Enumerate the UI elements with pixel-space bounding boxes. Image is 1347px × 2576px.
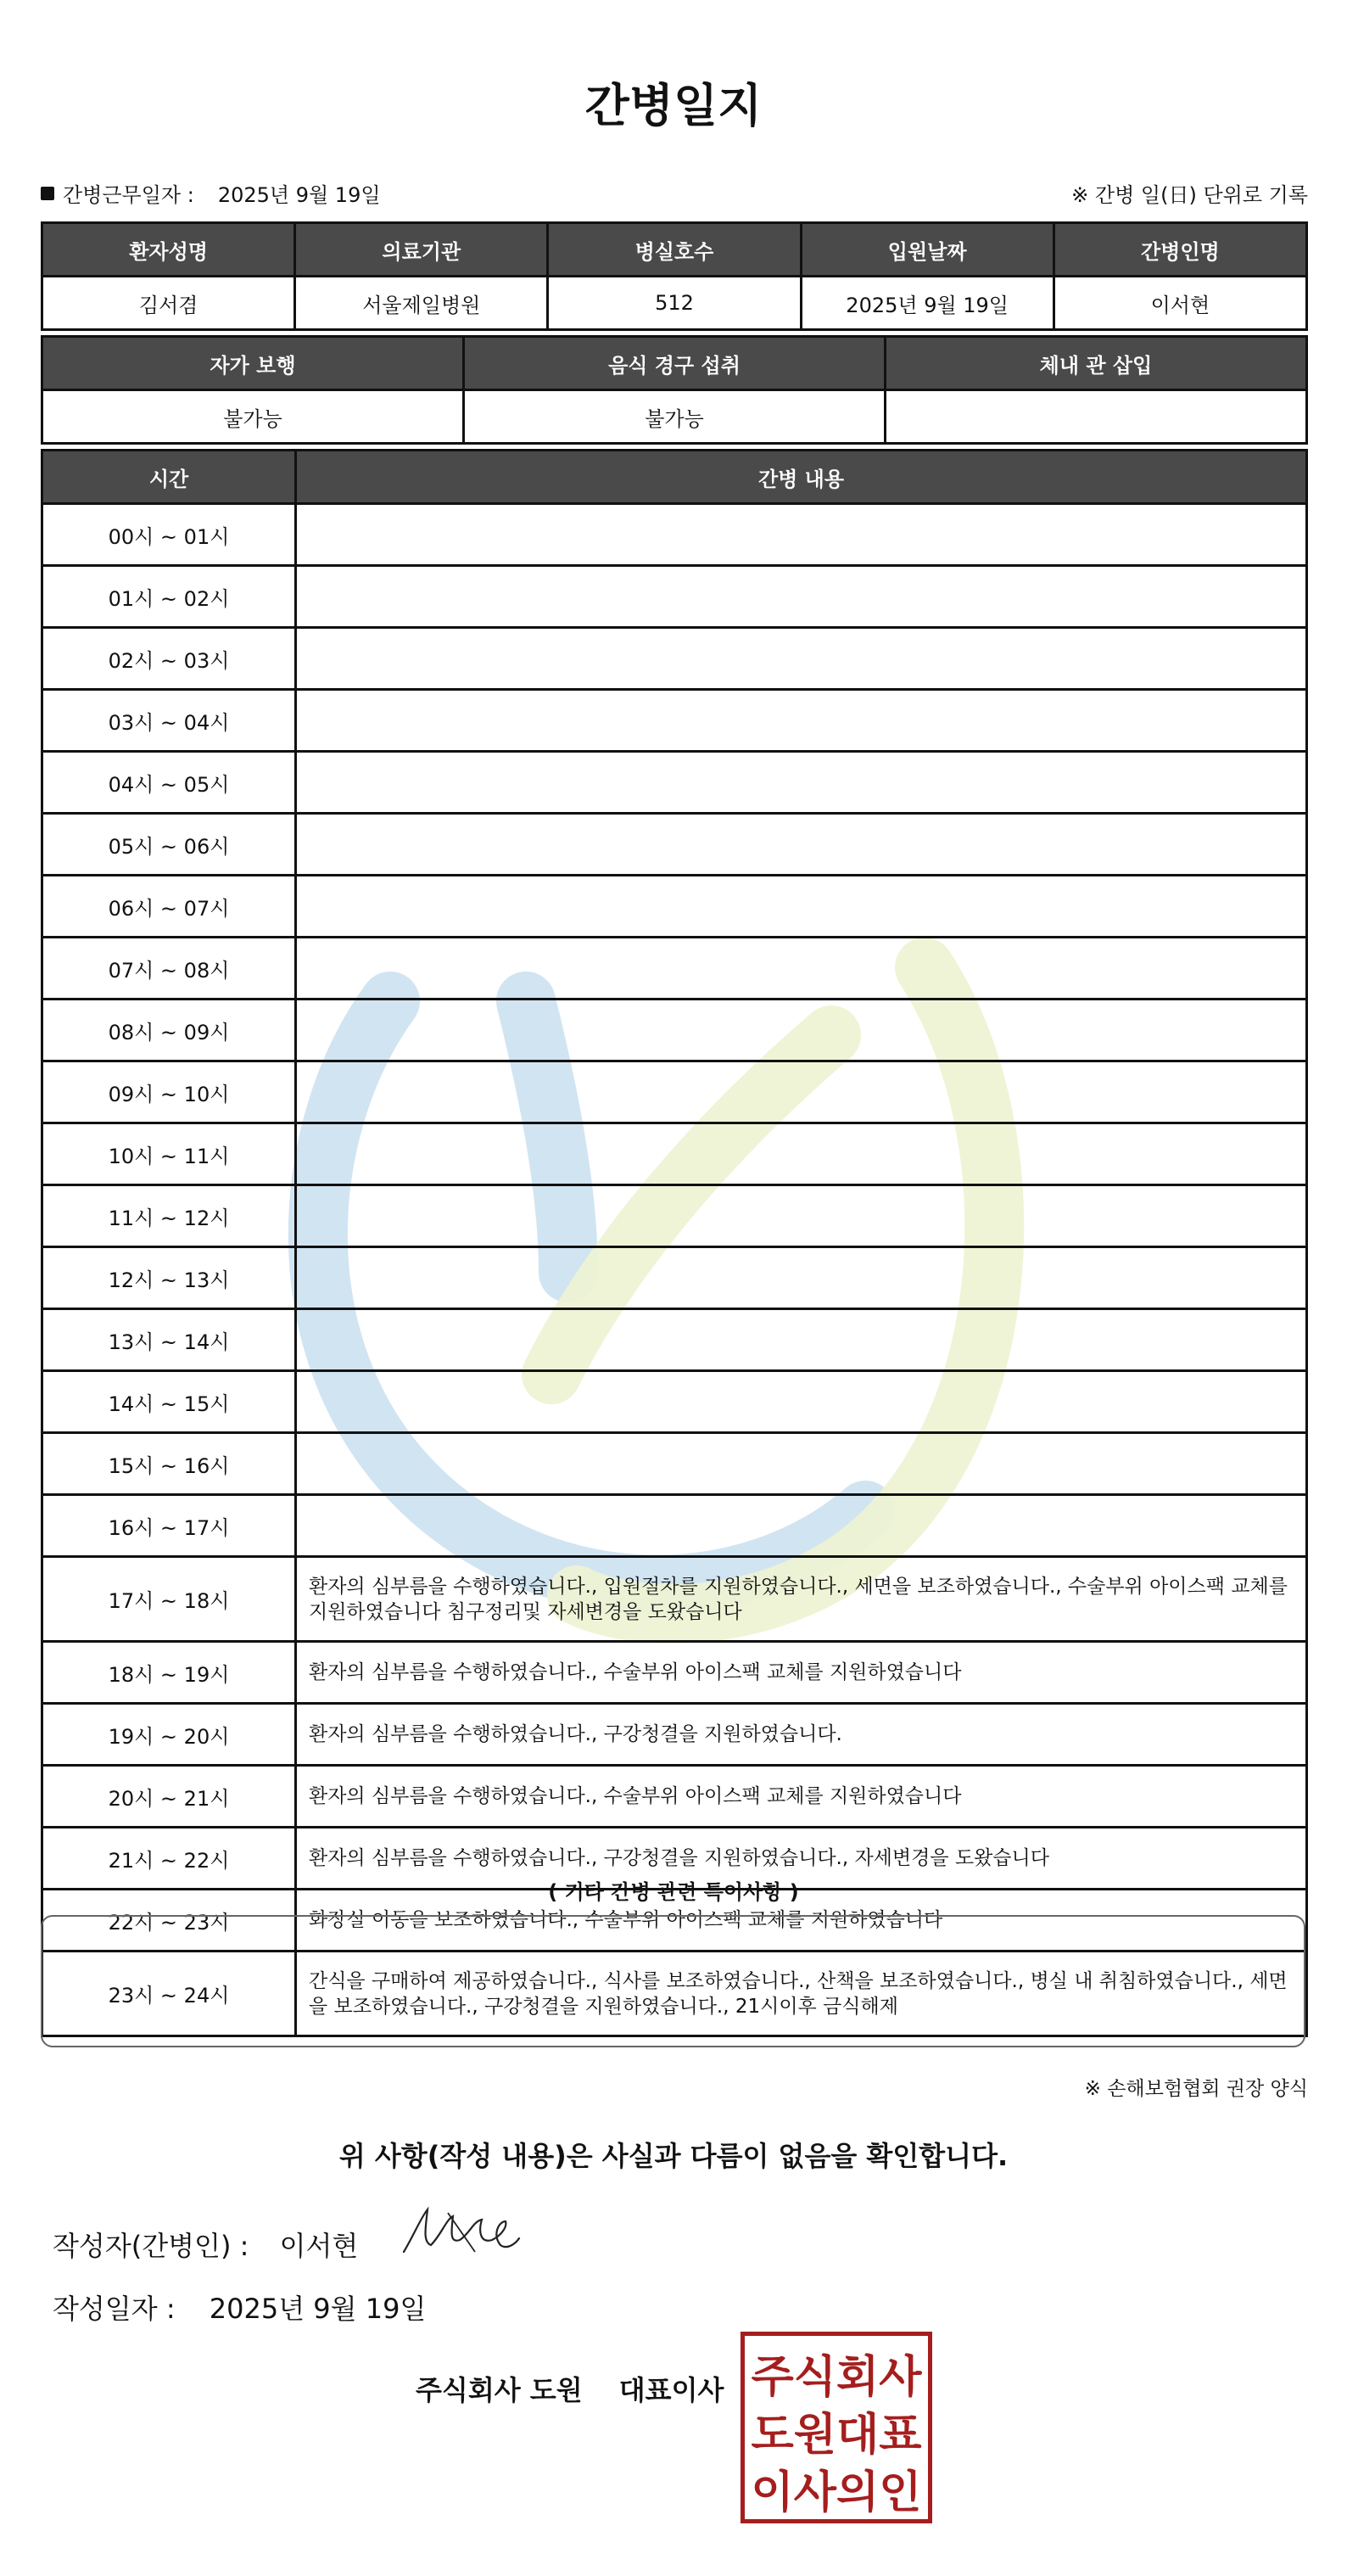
care-content [296, 1495, 1307, 1557]
write-date-label: 작성일자 : [53, 2293, 176, 2325]
table-row [42, 1371, 1307, 1433]
time-slot: 14시 ~ 15시 [42, 1371, 296, 1433]
care-content [296, 1433, 1307, 1495]
table-row [42, 1557, 1307, 1642]
write-date-line [53, 2288, 426, 2327]
header-tube-insertion: 체내 관 삽입 [886, 337, 1307, 390]
header-care-content: 간병 내용 [296, 451, 1307, 504]
patient-info-table [41, 221, 1308, 331]
hospital-name: 서울제일병원 [295, 277, 548, 330]
care-content [296, 1309, 1307, 1371]
care-content [296, 628, 1307, 690]
time-slot: 13시 ~ 14시 [42, 1309, 296, 1371]
care-content: 환자의 심부름을 수행하였습니다., 구강청결을 지원하였습니다. [296, 1704, 1307, 1766]
header-room: 병실호수 [548, 223, 801, 277]
care-content [296, 1185, 1307, 1247]
care-content: 간식을 구매하여 제공하였습니다., 식사를 보조하였습니다., 산책을 보조하였습니다., 병실 내 취침하였습니다., 세면을 보조하였습니다., 구강청결을 지원하였습니다., 21시이후 금식해제 [296, 1952, 1307, 2036]
time-slot: 15시 ~ 16시 [42, 1433, 296, 1495]
table-row [42, 1309, 1307, 1371]
room-number: 512 [548, 277, 801, 330]
time-slot: 22시 ~ 23시 [42, 1890, 296, 1952]
care-log-table [41, 449, 1308, 2037]
table-row [42, 504, 1307, 566]
care-content [296, 504, 1307, 566]
writer-label: 작성자(간병인) : [53, 2230, 249, 2262]
care-content [296, 938, 1307, 1000]
admission-date: 2025년 9월 19일 [801, 277, 1054, 330]
care-content: 환자의 심부름을 수행하였습니다., 구강청결을 지원하였습니다., 자세변경을 도왔습니다 [296, 1828, 1307, 1890]
time-slot: 04시 ~ 05시 [42, 752, 296, 814]
time-slot: 01시 ~ 02시 [42, 566, 296, 628]
time-slot: 18시 ~ 19시 [42, 1642, 296, 1704]
time-slot: 21시 ~ 22시 [42, 1828, 296, 1890]
time-slot: 05시 ~ 06시 [42, 814, 296, 876]
time-slot: 17시 ~ 18시 [42, 1557, 296, 1642]
header-hospital: 의료기관 [295, 223, 548, 277]
table-row [42, 690, 1307, 752]
signature [397, 2201, 524, 2260]
header-oral-intake: 음식 경구 섭취 [464, 337, 886, 390]
record-note: ※ 간병 일(日) 단위로 기록 [1071, 183, 1308, 207]
tube-insertion-value [886, 390, 1307, 444]
table-row [42, 876, 1307, 938]
time-slot: 07시 ~ 08시 [42, 938, 296, 1000]
other-notes-title: ( 기타 간병 관련 특이사항 ) [548, 1880, 799, 1904]
caregiver-name: 이서현 [1054, 277, 1306, 330]
work-date-value: 2025년 9월 19일 [217, 183, 381, 207]
other-notes-box [41, 1915, 1305, 2047]
header-self-walking: 자가 보행 [42, 337, 464, 390]
care-content [296, 1061, 1307, 1123]
time-slot: 08시 ~ 09시 [42, 1000, 296, 1061]
page-title: 간병일지 [584, 79, 763, 132]
writer-line [53, 2225, 358, 2264]
svg-text:이사의인: 이사의인 [751, 2467, 922, 2518]
self-walking-value: 불가능 [42, 390, 464, 444]
time-slot: 23시 ~ 24시 [42, 1952, 296, 2036]
care-content [296, 752, 1307, 814]
time-slot: 16시 ~ 17시 [42, 1495, 296, 1557]
header-admission-date: 입원날짜 [801, 223, 1054, 277]
recommend-note: ※ 손해보험협회 권장 양식 [1084, 2078, 1308, 2100]
table-row [42, 1061, 1307, 1123]
care-content: 화장실 이동을 보조하였습니다., 수술부위 아이스팩 교체를 지원하였습니다 [296, 1890, 1307, 1952]
company-seal [741, 2332, 932, 2523]
care-content [296, 814, 1307, 876]
table-row [42, 628, 1307, 690]
company-name: 주식회사 도원 [416, 2374, 583, 2406]
table-row [42, 1495, 1307, 1557]
care-content [296, 876, 1307, 938]
time-slot: 02시 ~ 03시 [42, 628, 296, 690]
care-content [296, 566, 1307, 628]
time-slot: 19시 ~ 20시 [42, 1704, 296, 1766]
table-row [42, 1185, 1307, 1247]
table-row [42, 566, 1307, 628]
table-row [42, 1766, 1307, 1828]
care-content [296, 1371, 1307, 1433]
table-row [42, 1642, 1307, 1704]
time-slot: 06시 ~ 07시 [42, 876, 296, 938]
time-slot: 20시 ~ 21시 [42, 1766, 296, 1828]
table-row [42, 1247, 1307, 1309]
time-slot: 00시 ~ 01시 [42, 504, 296, 566]
time-slot: 12시 ~ 13시 [42, 1247, 296, 1309]
header-time: 시간 [42, 451, 296, 504]
care-content [296, 1247, 1307, 1309]
care-content: 환자의 심부름을 수행하였습니다., 수술부위 아이스팩 교체를 지원하였습니다 [296, 1766, 1307, 1828]
care-content [296, 690, 1307, 752]
care-content: 환자의 심부름을 수행하였습니다., 입원절차를 지원하였습니다., 세면을 보조하였습니다., 수술부위 아이스팩 교체를 지원하였습니다 침구정리및 자세변경을 도왔습니다 [296, 1557, 1307, 1642]
patient-status-table [41, 335, 1308, 445]
table-row [42, 752, 1307, 814]
company-line [416, 2369, 724, 2408]
square-bullet-icon [41, 187, 54, 200]
table-row [42, 1000, 1307, 1061]
oral-intake-value: 불가능 [464, 390, 886, 444]
care-content: 환자의 심부름을 수행하였습니다., 수술부위 아이스팩 교체를 지원하였습니다 [296, 1642, 1307, 1704]
patient-name: 김서겸 [42, 277, 295, 330]
time-slot: 11시 ~ 12시 [42, 1185, 296, 1247]
care-content [296, 1123, 1307, 1185]
write-date-value: 2025년 9월 19일 [209, 2293, 427, 2325]
writer-name: 이서현 [279, 2230, 359, 2262]
time-slot: 03시 ~ 04시 [42, 690, 296, 752]
work-date-label: 간병근무일자 : [63, 183, 194, 207]
table-row [42, 1433, 1307, 1495]
table-row [42, 1123, 1307, 1185]
time-slot: 10시 ~ 11시 [42, 1123, 296, 1185]
table-row [42, 814, 1307, 876]
svg-text:도원대표: 도원대표 [751, 2410, 922, 2461]
time-slot: 09시 ~ 10시 [42, 1061, 296, 1123]
work-date [41, 178, 381, 208]
table-row [42, 938, 1307, 1000]
header-patient-name: 환자성명 [42, 223, 295, 277]
company-role: 대표이사 [618, 2374, 724, 2406]
care-content [296, 1000, 1307, 1061]
header-caregiver: 간병인명 [1054, 223, 1306, 277]
table-row [42, 1704, 1307, 1766]
svg-text:주식회사: 주식회사 [751, 2352, 922, 2403]
confirm-statement: 위 사항(작성 내용)은 사실과 다름이 없음을 확인합니다. [338, 2140, 1009, 2172]
